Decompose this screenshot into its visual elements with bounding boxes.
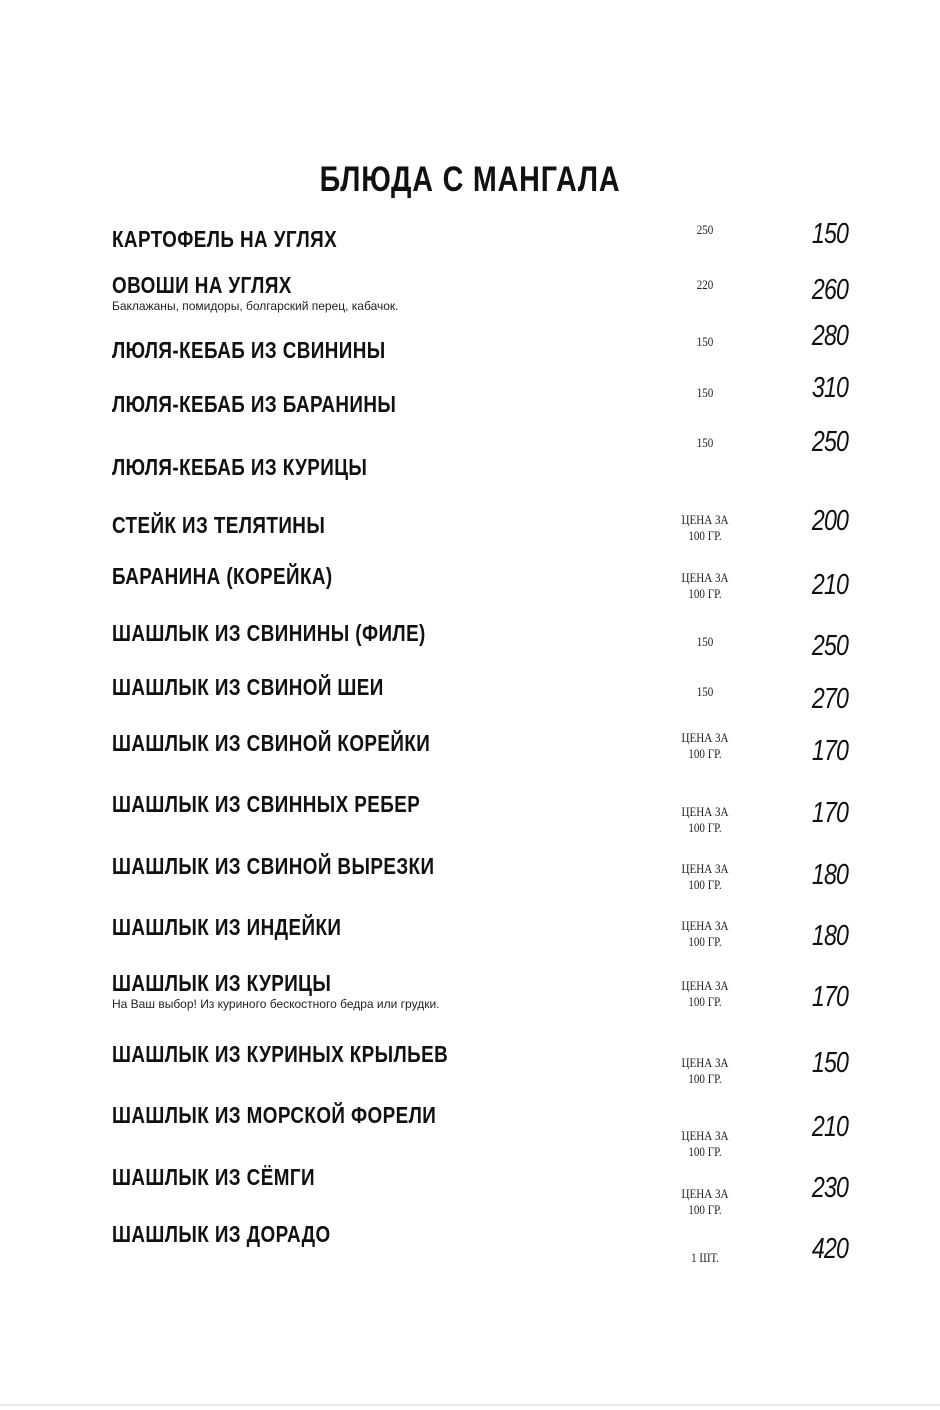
item-price: 170 — [811, 981, 849, 1013]
item-price: 150 — [811, 1047, 849, 1079]
item-portion: ЦЕНА ЗА 100 ГР. — [681, 1128, 729, 1159]
item-name: ШАШЛЫК ИЗ СВИННЫХ РЕБЕР — [112, 791, 421, 817]
item-name: ШАШЛЫК ИЗ СВИНОЙ ШЕИ — [112, 674, 384, 700]
item-price: 260 — [811, 274, 849, 306]
item-name: ЛЮЛЯ-КЕБАБ ИЗ БАРАНИНЫ — [112, 391, 397, 417]
item-portion: ЦЕНА ЗА 100 ГР. — [681, 1055, 729, 1086]
item-price: 230 — [811, 1172, 849, 1204]
item-price: 270 — [811, 683, 849, 715]
item-portion: 150 — [696, 684, 714, 699]
item-name: ШАШЛЫК ИЗ КУРИНЫХ КРЫЛЬЕВ — [112, 1041, 449, 1067]
item-price: 250 — [811, 426, 849, 458]
menu-title: БЛЮДА С МАНГАЛА — [319, 160, 621, 199]
item-price: 180 — [811, 859, 849, 891]
item-name: ОВОШИ НА УГЛЯХ — [112, 272, 292, 298]
item-description: Баклажаны, помидоры, болгарский перец, кабачок. — [112, 299, 399, 313]
item-portion: ЦЕНА ЗА 100 ГР. — [681, 512, 729, 543]
item-name: ШАШЛЫК ИЗ КУРИЦЫ — [112, 970, 332, 996]
item-name: ШАШЛЫК ИЗ СВИНИНЫ (ФИЛЕ) — [112, 620, 426, 646]
item-price: 210 — [811, 1111, 849, 1143]
item-price: 180 — [811, 920, 849, 952]
item-price: 200 — [811, 505, 849, 537]
item-name: ШАШЛЫК ИЗ ИНДЕЙКИ — [112, 914, 342, 940]
item-price: 280 — [811, 320, 849, 352]
item-price: 170 — [811, 797, 849, 829]
item-name: ШАШЛЫК ИЗ СВИНОЙ ВЫРЕЗКИ — [112, 853, 435, 879]
item-price: 210 — [811, 569, 849, 601]
item-portion: ЦЕНА ЗА 100 ГР. — [681, 1186, 729, 1217]
page-bottom-divider — [0, 1404, 940, 1406]
item-portion: 150 — [696, 435, 714, 450]
item-portion: 220 — [696, 277, 714, 292]
item-name: ШАШЛЫК ИЗ СЁМГИ — [112, 1164, 315, 1190]
item-portion: ЦЕНА ЗА 100 ГР. — [681, 804, 729, 835]
item-portion: ЦЕНА ЗА 100 ГР. — [681, 978, 729, 1009]
item-name: ШАШЛЫК ИЗ МОРСКОЙ ФОРЕЛИ — [112, 1102, 437, 1128]
item-price: 420 — [811, 1233, 849, 1265]
item-portion: ЦЕНА ЗА 100 ГР. — [681, 861, 729, 892]
item-portion: 250 — [696, 222, 714, 237]
item-portion: 150 — [696, 385, 714, 400]
item-name: БАРАНИНА (КОРЕЙКА) — [112, 563, 333, 589]
item-portion: 150 — [696, 334, 714, 349]
item-portion: ЦЕНА ЗА 100 ГР. — [681, 918, 729, 949]
item-name: ЛЮЛЯ-КЕБАБ ИЗ КУРИЦЫ — [112, 454, 368, 480]
item-name: ЛЮЛЯ-КЕБАБ ИЗ СВИНИНЫ — [112, 337, 386, 363]
item-portion: 1 ШТ. — [691, 1250, 719, 1265]
item-name: КАРТОФЕЛЬ НА УГЛЯХ — [112, 226, 338, 252]
item-portion: 150 — [696, 634, 714, 649]
item-price: 170 — [811, 735, 849, 767]
item-portion: ЦЕНА ЗА 100 ГР. — [681, 570, 729, 601]
item-name: ШАШЛЫК ИЗ ДОРАДО — [112, 1221, 331, 1247]
item-price: 310 — [811, 372, 849, 404]
item-portion: ЦЕНА ЗА 100 ГР. — [681, 730, 729, 761]
item-price: 150 — [811, 218, 849, 250]
item-description: На Ваш выбор! Из куриного бескостного бедра или грудки. — [112, 997, 440, 1011]
item-price: 250 — [811, 630, 849, 662]
item-name: ШАШЛЫК ИЗ СВИНОЙ КОРЕЙКИ — [112, 730, 431, 756]
item-name: СТЕЙК ИЗ ТЕЛЯТИНЫ — [112, 512, 326, 538]
